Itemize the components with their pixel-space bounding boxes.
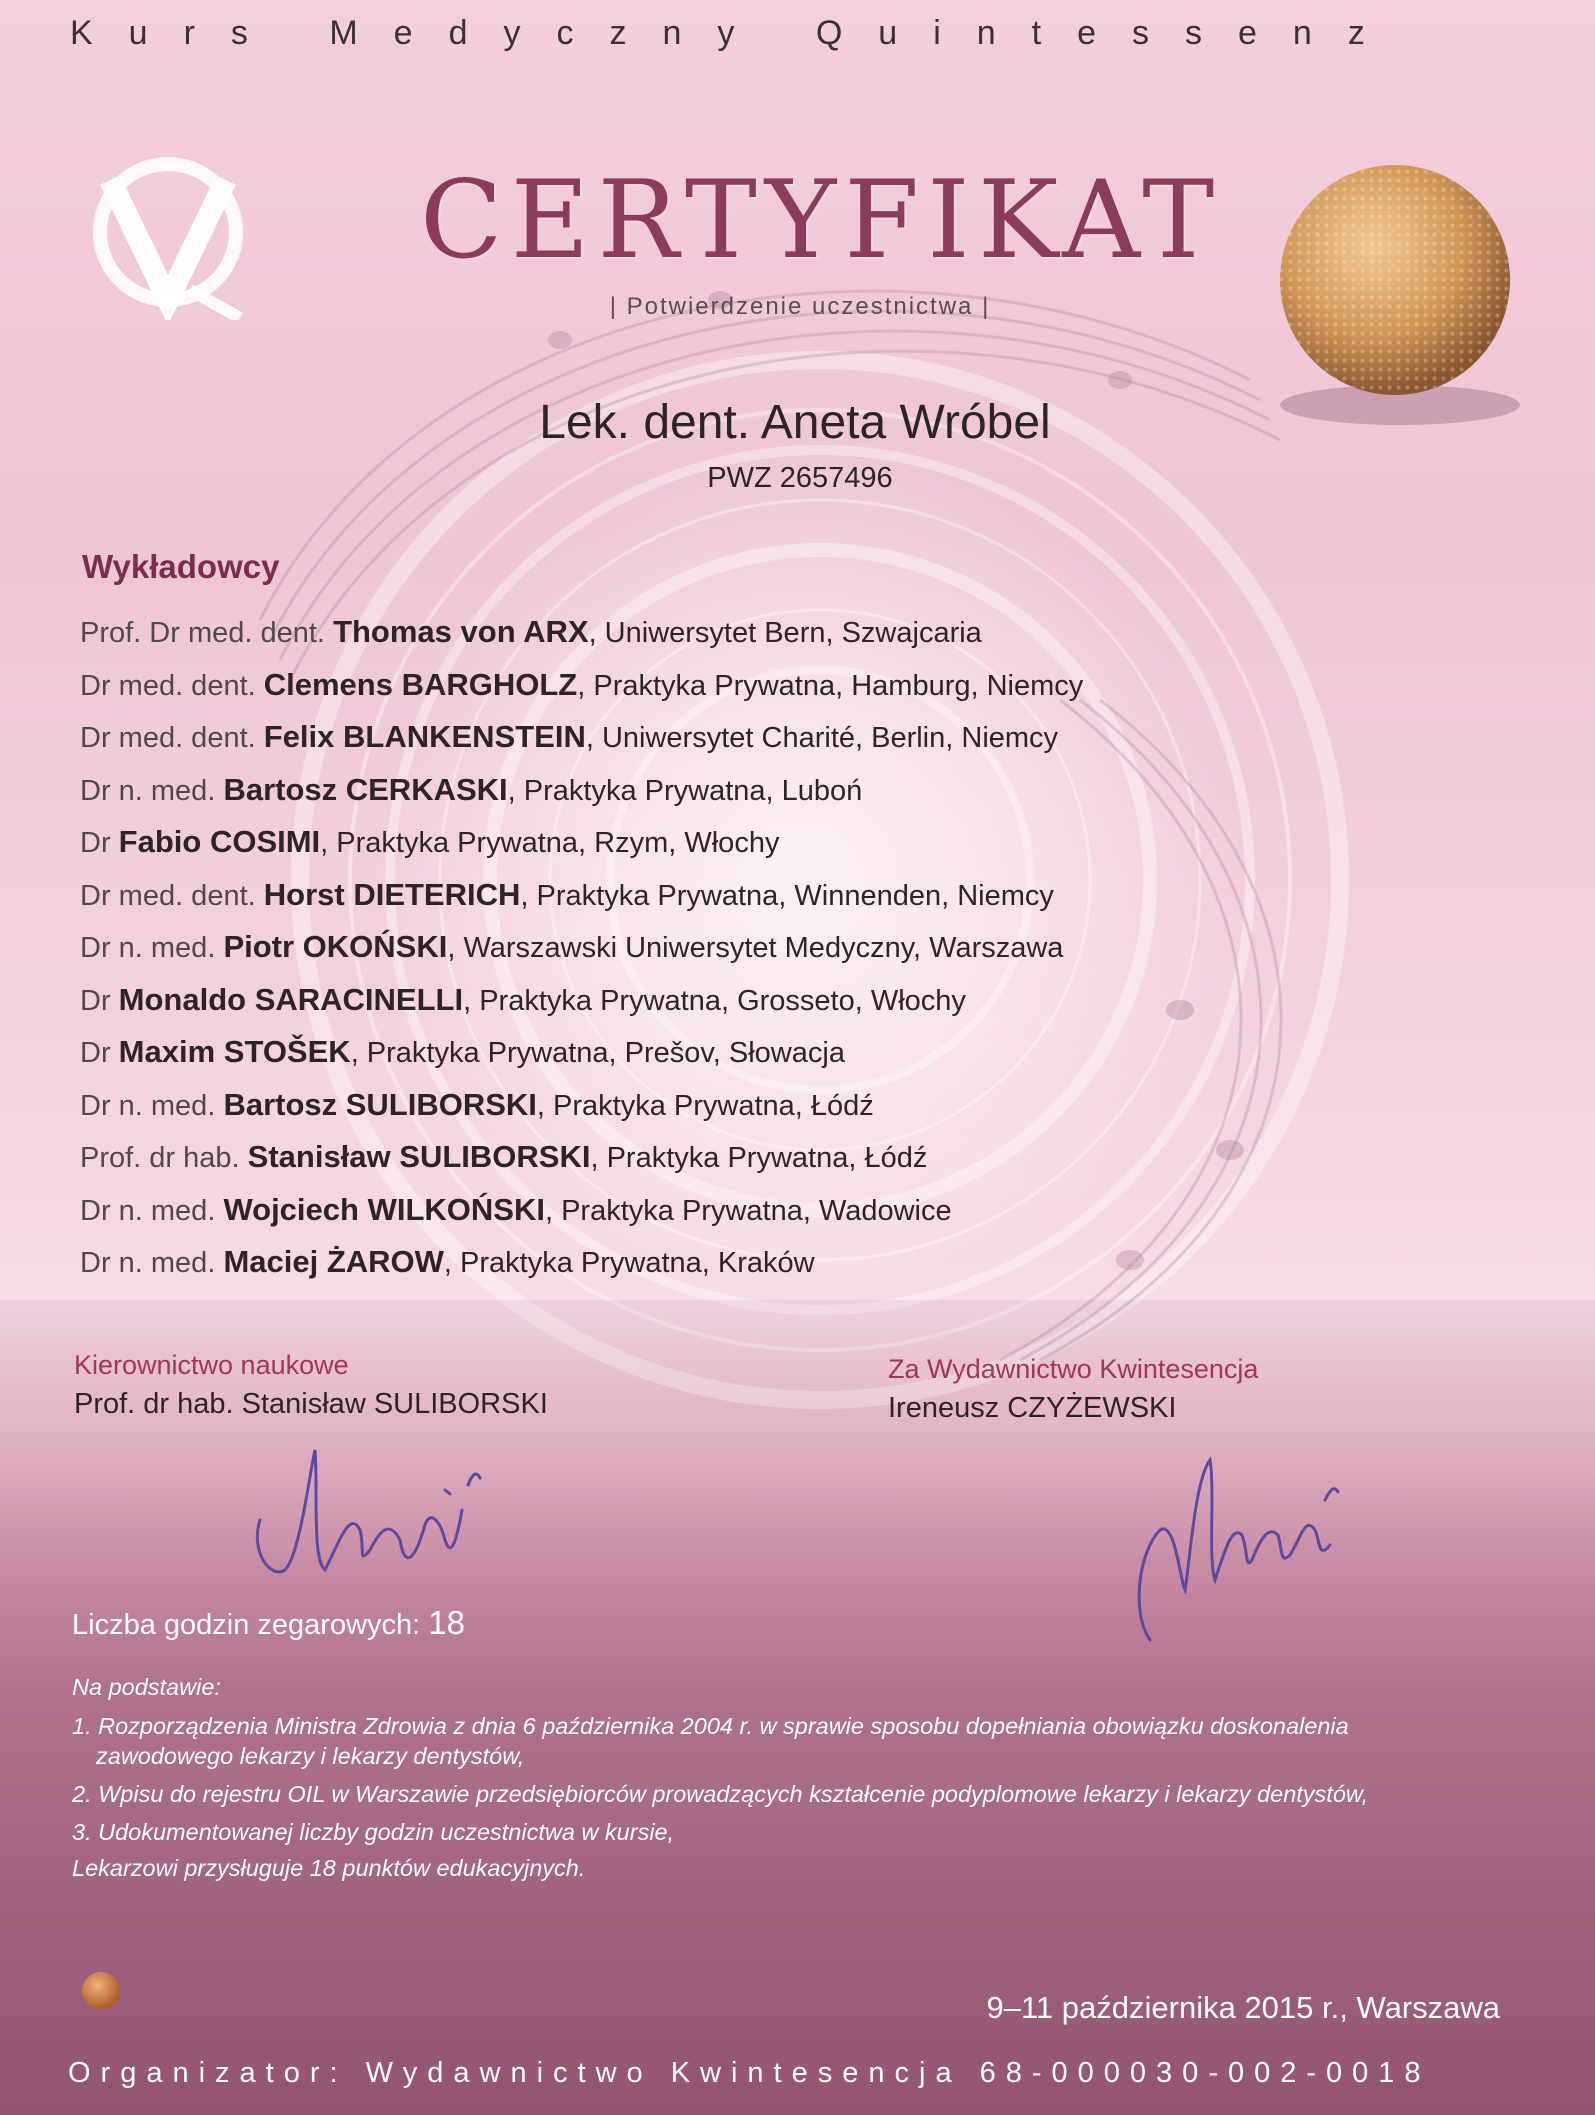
publisher-representative-name: Ireneusz CZYŻEWSKI xyxy=(888,1392,1177,1424)
lecturer-affiliation: , Uniwersytet Bern, Szwajcaria xyxy=(588,617,982,649)
lecturer-name: Fabio COSIMI xyxy=(118,824,321,859)
lecturer-item xyxy=(80,869,1230,922)
clock-hours-label: Liczba godzin zegarowych: xyxy=(72,1609,421,1641)
lecturer-title: Dr n. med. xyxy=(80,1194,216,1227)
signature-right-image xyxy=(1120,1440,1360,1660)
legal-basis-item xyxy=(72,1711,1512,1771)
clock-hours-line xyxy=(72,1604,465,1642)
lecturer-name: Maxim STOŠEK xyxy=(118,1034,351,1069)
certificate-subtitle: | Potwierdzenie uczestnictwa | xyxy=(609,293,991,320)
lecturer-item xyxy=(80,659,1230,712)
lecturer-name: Horst DIETERICH xyxy=(263,876,521,912)
legal-basis-item: 2. Wpisu do rejestru OIL w Warszawie przedsiębiorców prowadzących kształcenie podyplomowe lekarzy i lekarzy dentystów, xyxy=(72,1781,1369,1807)
lecturer-name: Wojciech WILKOŃSKI xyxy=(223,1191,545,1227)
quintessenz-logo xyxy=(80,150,260,320)
lecturer-affiliation: , Praktyka Prywatna, Luboń xyxy=(507,774,863,807)
lecturer-affiliation: , Warszawski Uniwersytet Medyczny, Warszawa xyxy=(447,932,1064,964)
lecturer-title: Prof. Dr med. dent. xyxy=(80,617,325,649)
lecturer-title: Dr xyxy=(80,984,111,1017)
lecturer-name: Monaldo SARACINELLI xyxy=(118,981,464,1017)
lecturer-affiliation: , Praktyka Prywatna, Łódź xyxy=(590,1142,928,1174)
lecturer-item xyxy=(80,816,1230,869)
lecturer-affiliation: , Praktyka Prywatna, Prešov, Słowacja xyxy=(350,1037,845,1069)
orange-dot-decoration xyxy=(80,1970,122,2012)
legal-basis-item-text: zawodowego lekarzy i lekarzy dentystów, xyxy=(96,1743,525,1769)
lecturer-item xyxy=(80,1079,1230,1132)
lecturer-title: Prof. dr hab. xyxy=(80,1142,240,1174)
legal-basis-section xyxy=(72,1674,1512,1882)
lecturer-affiliation: , Praktyka Prywatna, Hamburg, Niemcy xyxy=(577,669,1084,702)
publisher-label: Za Wydawnictwo Kwintesencja xyxy=(888,1354,1259,1384)
course-title-line: Kurs Medyczny Quintessenz xyxy=(70,14,1401,52)
lecturer-item xyxy=(80,764,1230,817)
lecturer-item xyxy=(80,606,1230,659)
golden-sphere-image xyxy=(1250,140,1550,440)
lecturer-title: Dr n. med. xyxy=(80,1089,216,1122)
lecturer-title: Dr med. dent. xyxy=(80,879,256,912)
lecturer-item xyxy=(80,1026,1230,1079)
lecturer-name: Piotr OKOŃSKI xyxy=(223,929,448,964)
lecturer-name: Clemens BARGHOLZ xyxy=(263,666,578,702)
organizer-footer: Organizator: Wydawnictwo Kwintesencja 68-000030-002-0018 xyxy=(68,2057,1431,2089)
legal-basis-item-text: 1. Rozporządzenia Ministra Zdrowia z dnia 6 października 2004 r. w sprawie sposobu dopełniania obowiązku doskonalenia xyxy=(72,1713,1349,1739)
lecturer-affiliation: , Praktyka Prywatna, Wadowice xyxy=(544,1194,952,1227)
recipient-pwz-number: PWZ 2657496 xyxy=(707,462,893,494)
lecturer-name: Bartosz SULIBORSKI xyxy=(223,1086,537,1122)
scientific-director-name: Prof. dr hab. Stanisław SULIBORSKI xyxy=(74,1388,548,1420)
lecturer-title: Dr n. med. xyxy=(80,774,216,807)
lecturer-name: Stanisław SULIBORSKI xyxy=(247,1139,591,1174)
lecturer-affiliation: , Praktyka Prywatna, Łódź xyxy=(536,1089,874,1122)
legal-basis-heading: Na podstawie: xyxy=(72,1674,221,1700)
lecturers-heading: Wykładowcy xyxy=(82,548,280,585)
signature-left-image xyxy=(240,1430,520,1610)
lecturers-list xyxy=(80,606,1230,1289)
lecturer-affiliation: , Praktyka Prywatna, Rzym, Włochy xyxy=(320,827,780,859)
lecturer-title: Dr med. dent. xyxy=(80,669,256,702)
lecturer-name: Thomas von ARX xyxy=(333,614,589,649)
lecturer-title: Dr med. dent. xyxy=(80,722,256,754)
lecturer-item xyxy=(80,974,1230,1027)
lecturer-name: Maciej ŻAROW xyxy=(223,1244,444,1279)
lecturer-item xyxy=(80,921,1230,974)
lecturer-name: Bartosz CERKASKI xyxy=(223,771,508,807)
lecturer-name: Felix BLANKENSTEIN xyxy=(263,719,586,754)
lecturer-item xyxy=(80,711,1230,764)
event-date-place: 9–11 października 2015 r., Warszawa xyxy=(986,1990,1500,2025)
legal-basis-list xyxy=(72,1711,1512,1847)
recipient-name: Lek. dent. Aneta Wróbel xyxy=(539,396,1051,449)
legal-basis-item: 3. Udokumentowanej liczby godzin uczestnictwa w kursie, xyxy=(72,1819,675,1845)
lecturer-affiliation: , Praktyka Prywatna, Winnenden, Niemcy xyxy=(520,879,1054,912)
lecturer-title: Dr n. med. xyxy=(80,932,216,964)
lecturer-affiliation: , Uniwersytet Charité, Berlin, Niemcy xyxy=(585,722,1059,754)
lecturer-item xyxy=(80,1131,1230,1184)
lecturer-item xyxy=(80,1236,1230,1289)
lecturer-affiliation: , Praktyka Prywatna, Kraków xyxy=(443,1247,815,1279)
scientific-direction-label: Kierownictwo naukowe xyxy=(74,1350,349,1380)
lecturer-title: Dr xyxy=(80,1037,111,1069)
education-points-statement: Lekarzowi przysługuje 18 punktów edukacyjnych. xyxy=(72,1855,586,1881)
lecturer-affiliation: , Praktyka Prywatna, Grosseto, Włochy xyxy=(463,984,966,1017)
lecturer-title: Dr n. med. xyxy=(80,1247,216,1279)
certificate-title: CERTYFIKAT xyxy=(420,158,1223,283)
lecturer-title: Dr xyxy=(80,827,111,859)
clock-hours-value: 18 xyxy=(428,1604,465,1641)
lecturer-item xyxy=(80,1184,1230,1237)
